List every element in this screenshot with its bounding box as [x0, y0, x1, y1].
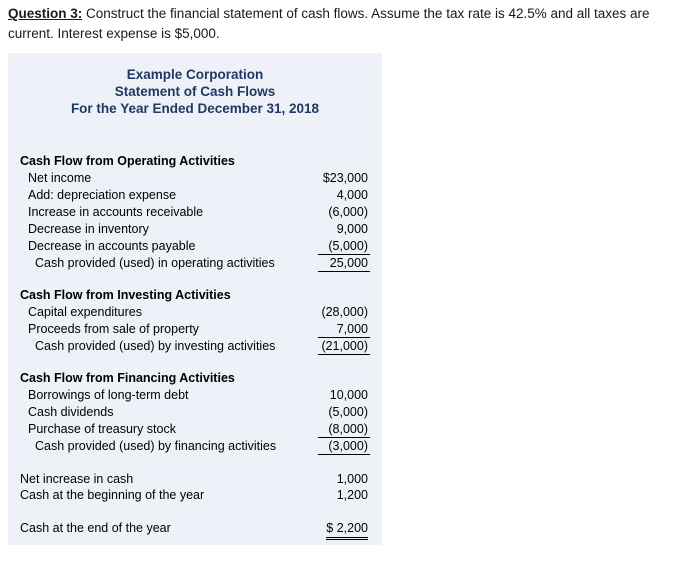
subtotal-label: Cash provided (used) by investing activities [35, 339, 276, 353]
question-text [8, 4, 658, 44]
line-item [8, 187, 382, 204]
subtotal-underline [318, 354, 370, 355]
statement-period: For the Year Ended December 31, 2018 [70, 101, 320, 116]
line-item-value: 4,000 [336, 188, 368, 202]
ending-cash-value: $ 2,200 [326, 520, 368, 540]
line-item-value: (5,000) [328, 405, 368, 419]
ending-cash-label: Cash at the end of the year [20, 521, 171, 535]
net-increase-label: Net increase in cash [20, 472, 134, 486]
line-item-label: Cash dividends [28, 405, 114, 419]
subtotal-label: Cash provided (used) in operating activities [35, 256, 275, 270]
line-item-label: Capital expenditures [28, 305, 142, 319]
line-item [8, 238, 382, 255]
line-item [8, 321, 382, 338]
line-item [8, 404, 382, 421]
statement-title: Statement of Cash Flows [114, 84, 276, 99]
line-item-value: 10,000 [329, 388, 368, 402]
line-item-value: (8,000) [328, 422, 368, 436]
line-item-label: Decrease in accounts payable [28, 239, 196, 253]
company-name: Example Corporation [126, 67, 264, 82]
beginning-cash-row [8, 487, 382, 504]
cash-flow-statement [8, 53, 382, 545]
line-item-label: Proceeds from sale of property [28, 322, 199, 336]
line-item-label: Purchase of treasury stock [28, 422, 176, 436]
beginning-cash-label: Cash at the beginning of the year [20, 488, 205, 502]
line-item-value: (6,000) [328, 205, 368, 219]
subtotal-underline [318, 454, 370, 455]
question-body: Construct the financial statement of cash flows. Assume the tax rate is 42.5% and all taxes are current. Interest expense is $5,000. [8, 6, 650, 41]
net-increase-value: 1,000 [336, 472, 368, 486]
line-item-value: (5,000) [328, 239, 368, 253]
investing-section-title: Cash Flow from Investing Activities [20, 288, 231, 302]
line-item-value: (28,000) [321, 305, 368, 319]
subtotal-underline [318, 271, 370, 272]
question-label: Question 3: [8, 6, 83, 21]
line-item-value: 7,000 [336, 322, 368, 336]
line-item-label: Borrowings of long-term debt [28, 388, 189, 402]
line-item-label: Add: depreciation expense [28, 188, 177, 202]
subtotal-label: Cash provided (used) by financing activities [35, 439, 277, 453]
line-item-label: Increase in accounts receivable [28, 205, 204, 219]
line-item-value: 9,000 [336, 222, 368, 236]
financing-section-title: Cash Flow from Financing Activities [20, 371, 235, 385]
subtotal-value: (3,000) [328, 439, 368, 453]
subtotal-value: (21,000) [321, 339, 368, 353]
line-item [8, 387, 382, 404]
beginning-cash-value: 1,200 [336, 488, 368, 502]
subtotal-row [8, 338, 382, 355]
line-item [8, 221, 382, 238]
line-item [8, 421, 382, 438]
line-item-label: Decrease in inventory [28, 222, 149, 236]
subtotal-row [8, 255, 382, 272]
operating-section-title: Cash Flow from Operating Activities [20, 154, 235, 168]
line-item-label: Net income [28, 171, 92, 185]
line-item [8, 304, 382, 321]
line-item-value: $23,000 [322, 171, 368, 185]
net-increase-row [8, 471, 382, 488]
line-item [8, 204, 382, 221]
line-item [8, 170, 382, 187]
ending-cash-row [8, 520, 382, 537]
subtotal-row [8, 438, 382, 455]
subtotal-value: 25,000 [329, 256, 368, 270]
